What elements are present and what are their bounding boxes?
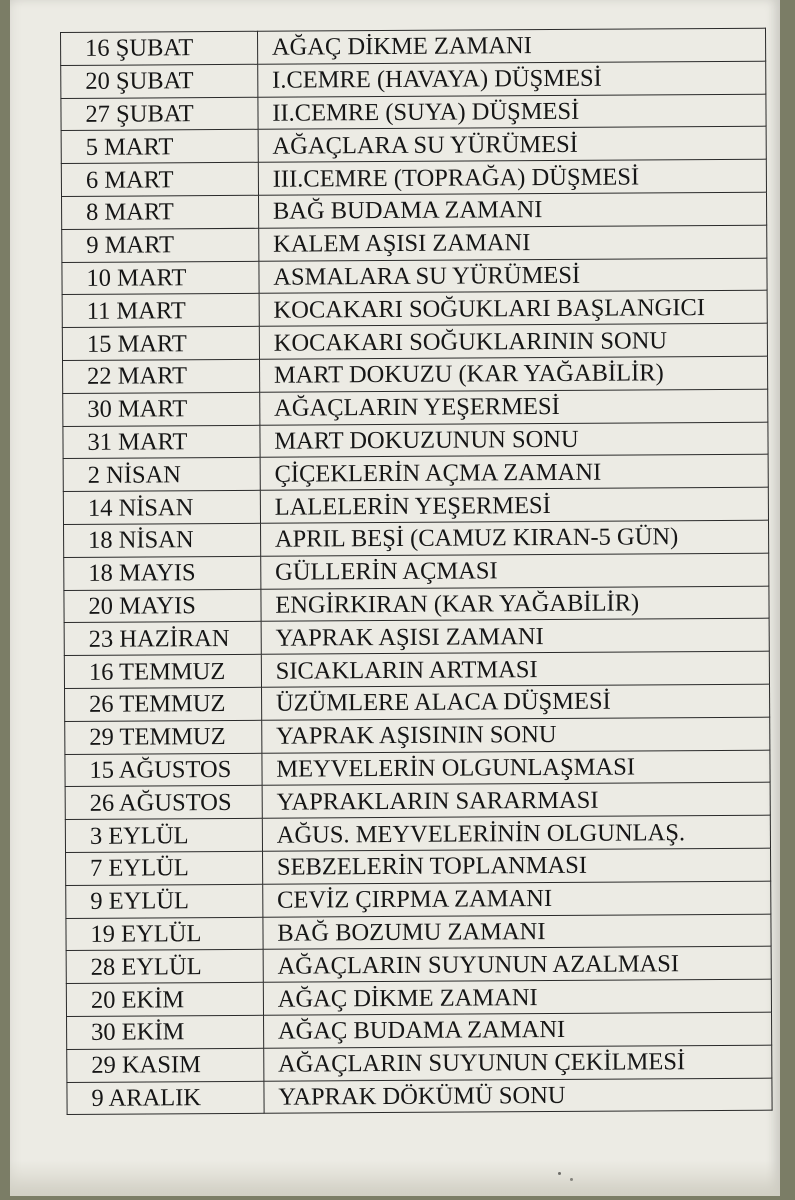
date-cell: 2 NİSAN [63,458,260,492]
table-row [61,94,766,131]
table-row [66,914,771,951]
date-cell: 22 MART [63,359,260,393]
table-row [65,717,770,754]
date-cell: 8 MART [62,195,259,229]
table-row [64,651,769,688]
event-cell: ÜZÜMLERE ALACA DÜŞMESİ [261,684,769,720]
date-cell: 11 MART [62,294,259,328]
table-row [67,1045,772,1082]
date-cell: 16 ŞUBAT [61,31,258,65]
event-cell: AĞAÇLARIN YEŞERMESİ [260,389,768,425]
date-cell: 28 EYLÜL [66,950,263,984]
event-cell: II.CEMRE (SUYA) DÜŞMESİ [258,94,766,130]
date-cell: 26 AĞUSTOS [65,786,262,820]
date-cell: 5 MART [61,130,258,164]
date-cell: 15 MART [62,326,259,360]
table-row [62,225,767,262]
table-row [65,750,770,787]
event-cell: YAPRAK DÖKÜMÜ SONU [264,1078,772,1114]
date-cell: 30 MART [63,392,260,426]
event-cell: AĞUS. MEYVELERİNİN OLGUNLAŞ. [262,815,770,851]
date-cell: 29 KASIM [67,1048,264,1082]
table-row [62,323,767,360]
event-cell: BAĞ BUDAMA ZAMANI [258,192,766,228]
table-row [64,520,769,557]
table-row [63,487,768,524]
event-cell: KOCAKARI SOĞUKLARI BAŞLANGICI [259,291,767,327]
ink-speck [558,1172,561,1175]
table-row [64,586,769,623]
table-row [63,356,768,393]
table-row [63,389,768,426]
calendar-table [60,28,773,1116]
table-row [63,455,768,492]
event-cell: AĞAÇ DİKME ZAMANI [263,979,771,1015]
table-row [66,946,771,983]
date-cell: 29 TEMMUZ [65,720,262,754]
event-cell: MART DOKUZU (KAR YAĞABİLİR) [259,356,767,392]
event-cell: BAĞ BOZUMU ZAMANI [263,914,771,950]
date-cell: 9 ARALIK [67,1081,264,1115]
table-row [66,848,771,885]
event-cell: AĞAÇLARIN SUYUNUN ÇEKİLMESİ [264,1045,772,1081]
event-cell: AĞAÇ BUDAMA ZAMANI [263,1012,771,1048]
event-cell: MEYVELERİN OLGUNLAŞMASI [262,750,770,786]
date-cell: 10 MART [62,261,259,295]
ink-speck [570,1178,573,1181]
event-cell: AĞAÇ DİKME ZAMANI [257,28,765,64]
event-cell: LALELERİN YEŞERMESİ [260,487,768,523]
date-cell: 23 HAZİRAN [64,622,261,656]
event-cell: CEVİZ ÇIRPMA ZAMANI [263,881,771,917]
event-cell: KOCAKARI SOĞUKLARININ SONU [259,323,767,359]
table-row [65,783,770,820]
table-row [64,619,769,656]
event-cell: SICAKLARIN ARTMASI [261,651,769,687]
date-cell: 20 ŞUBAT [61,64,258,98]
table-row [65,684,770,721]
event-cell: III.CEMRE (TOPRAĞA) DÜŞMESİ [258,159,766,195]
date-cell: 31 MART [63,425,260,459]
paper-sheet [10,0,780,1196]
event-cell: GÜLLERİN AÇMASI [261,553,769,589]
date-cell: 6 MART [61,162,258,196]
table-row [61,159,766,196]
table-row [61,28,766,65]
date-cell: 9 MART [62,228,259,262]
event-cell: KALEM AŞISI ZAMANI [259,225,767,261]
event-cell: ÇİÇEKLERİN AÇMA ZAMANI [260,455,768,491]
event-cell: YAPRAK AŞISININ SONU [262,717,770,753]
date-cell: 3 EYLÜL [65,818,262,852]
date-cell: 18 MAYIS [64,556,261,590]
table-row [64,553,769,590]
date-cell: 27 ŞUBAT [61,97,258,131]
date-cell: 15 AĞUSTOS [65,753,262,787]
event-cell: ENGİRKIRAN (KAR YAĞABİLİR) [261,586,769,622]
calendar-table-body [61,28,773,1115]
date-cell: 14 NİSAN [63,490,260,524]
table-row [63,422,768,459]
table-row [62,258,767,295]
date-cell: 9 EYLÜL [66,884,263,918]
date-cell: 16 TEMMUZ [64,654,261,688]
table-row [62,291,767,328]
date-cell: 20 EKİM [66,982,263,1016]
date-cell: 26 TEMMUZ [65,687,262,721]
event-cell: APRIL BEŞİ (CAMUZ KIRAN-5 GÜN) [260,520,768,556]
table-row [62,192,767,229]
table-row [66,979,771,1016]
table-row [61,127,766,164]
table-row [61,61,766,98]
event-cell: ASMALARA SU YÜRÜMESİ [259,258,767,294]
event-cell: I.CEMRE (HAVAYA) DÜŞMESİ [258,61,766,97]
event-cell: YAPRAKLARIN SARARMASI [262,783,770,819]
event-cell: YAPRAK AŞISI ZAMANI [261,619,769,655]
event-cell: SEBZELERİN TOPLANMASI [262,848,770,884]
event-cell: AĞAÇLARIN SUYUNUN AZALMASI [263,946,771,982]
date-cell: 7 EYLÜL [66,851,263,885]
date-cell: 19 EYLÜL [66,917,263,951]
event-cell: AĞAÇLARA SU YÜRÜMESİ [258,127,766,163]
table-row [65,815,770,852]
event-cell: MART DOKUZUNUN SONU [260,422,768,458]
table-row [67,1078,772,1115]
date-cell: 20 MAYIS [64,589,261,623]
date-cell: 30 EKİM [67,1015,264,1049]
table-row [66,881,771,918]
table-row [67,1012,772,1049]
date-cell: 18 NİSAN [64,523,261,557]
